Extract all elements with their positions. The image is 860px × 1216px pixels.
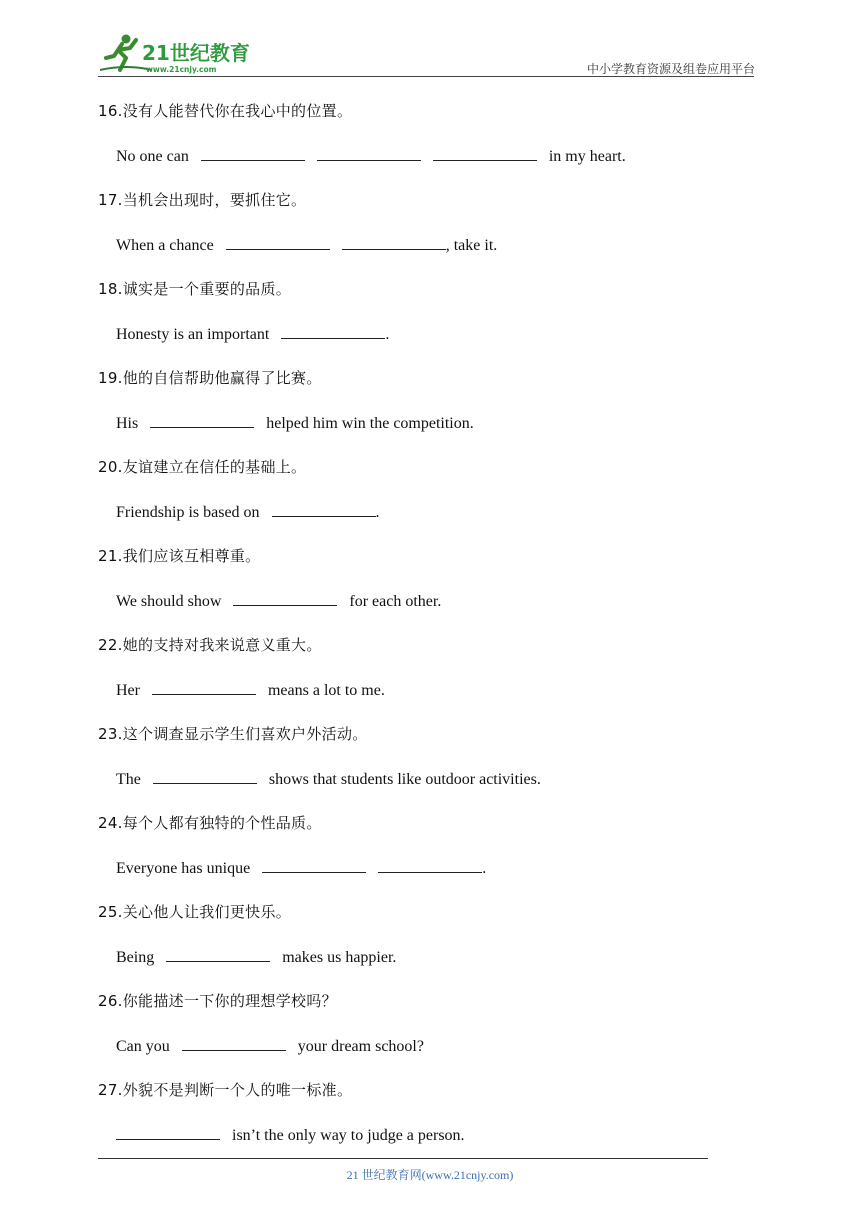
q24-text-2: . (482, 860, 487, 877)
q21-text-1: We should show (116, 593, 222, 610)
answer-blank[interactable] (262, 858, 366, 873)
question-20-english (116, 502, 380, 522)
q19-text-1: His (116, 415, 139, 432)
question-19-chinese: 19.他的自信帮助他赢得了比赛。 (98, 369, 322, 387)
question-24-chinese: 24.每个人都有独特的个性品质。 (98, 814, 322, 832)
question-26-english (116, 1036, 424, 1056)
q16-text-1: No one can (116, 148, 189, 165)
question-27-chinese: 27.外貌不是判断一个人的唯一标准。 (98, 1081, 353, 1099)
answer-blank[interactable] (433, 146, 537, 161)
question-25-english (116, 947, 396, 967)
q26-text-1: Can you (116, 1038, 170, 1055)
q23-text-1: The (116, 771, 141, 788)
page-header (0, 0, 860, 80)
answer-blank[interactable] (233, 591, 337, 606)
question-25-chinese: 25.关心他人让我们更快乐。 (98, 903, 292, 921)
question-22-chinese: 22.她的支持对我来说意义重大。 (98, 636, 322, 654)
q26-text-2: your dream school? (297, 1038, 424, 1055)
q17-text-1: When a chance (116, 237, 214, 254)
answer-blank[interactable] (226, 235, 330, 250)
question-18-chinese: 18.诚实是一个重要的品质。 (98, 280, 292, 298)
answer-blank[interactable] (152, 680, 256, 695)
q17-text-2: , take it. (445, 237, 498, 254)
answer-blank[interactable] (281, 324, 385, 339)
q18-text-1: Honesty is an important (116, 326, 270, 343)
question-21-chinese: 21.我们应该互相尊重。 (98, 547, 261, 565)
q19-text-2: helped him win the competition. (266, 415, 474, 432)
question-17-english (116, 235, 497, 255)
logo-text: 21世纪教育 (142, 41, 250, 65)
answer-blank[interactable] (150, 413, 254, 428)
q16-text-2: in my heart. (548, 148, 626, 165)
question-24-english (116, 858, 486, 878)
q24-text-1: Everyone has unique (116, 860, 251, 877)
q20-text-2: . (375, 504, 380, 521)
question-18-english (116, 324, 389, 344)
site-logo (96, 30, 266, 76)
question-16-chinese: 16.没有人能替代你在我心中的位置。 (98, 102, 353, 120)
question-27-english (116, 1125, 465, 1145)
logo-url: www.21cnjy.com (146, 65, 217, 74)
answer-blank[interactable] (201, 146, 305, 161)
q23-text-2: shows that students like outdoor activities. (268, 771, 541, 788)
answer-blank[interactable] (182, 1036, 286, 1051)
q25-text-2: makes us happier. (282, 949, 397, 966)
q25-text-1: Being (116, 949, 155, 966)
question-22-english (116, 680, 385, 700)
q18-text-2: . (385, 326, 390, 343)
footer-link[interactable]: 21 世纪教育网(www.21cnjy.com) (346, 1168, 514, 1182)
q27-text-1: isn’t the only way to judge a person. (232, 1127, 465, 1144)
footer-divider (98, 1158, 708, 1159)
answer-blank[interactable] (317, 146, 421, 161)
q22-text-1: Her (116, 682, 140, 699)
question-23-chinese: 23.这个调查显示学生们喜欢户外活动。 (98, 725, 368, 743)
q21-text-2: for each other. (349, 593, 442, 610)
answer-blank[interactable] (342, 235, 446, 250)
question-26-chinese: 26.你能描述一下你的理想学校吗？ (98, 992, 337, 1010)
header-tagline: 中小学教育资源及组卷应用平台 (586, 62, 755, 76)
question-16-english (116, 146, 626, 166)
q22-text-2: means a lot to me. (267, 682, 385, 699)
question-23-english (116, 769, 541, 789)
question-20-chinese: 20.友谊建立在信任的基础上。 (98, 458, 307, 476)
answer-blank[interactable] (116, 1125, 220, 1140)
question-17-chinese: 17.当机会出现时，要抓住它。 (98, 191, 307, 209)
q20-text-1: Friendship is based on (116, 504, 260, 521)
answer-blank[interactable] (166, 947, 270, 962)
question-21-english (116, 591, 441, 611)
header-divider (98, 76, 754, 77)
answer-blank[interactable] (153, 769, 257, 784)
question-19-english (116, 413, 474, 433)
answer-blank[interactable] (378, 858, 482, 873)
answer-blank[interactable] (272, 502, 376, 517)
